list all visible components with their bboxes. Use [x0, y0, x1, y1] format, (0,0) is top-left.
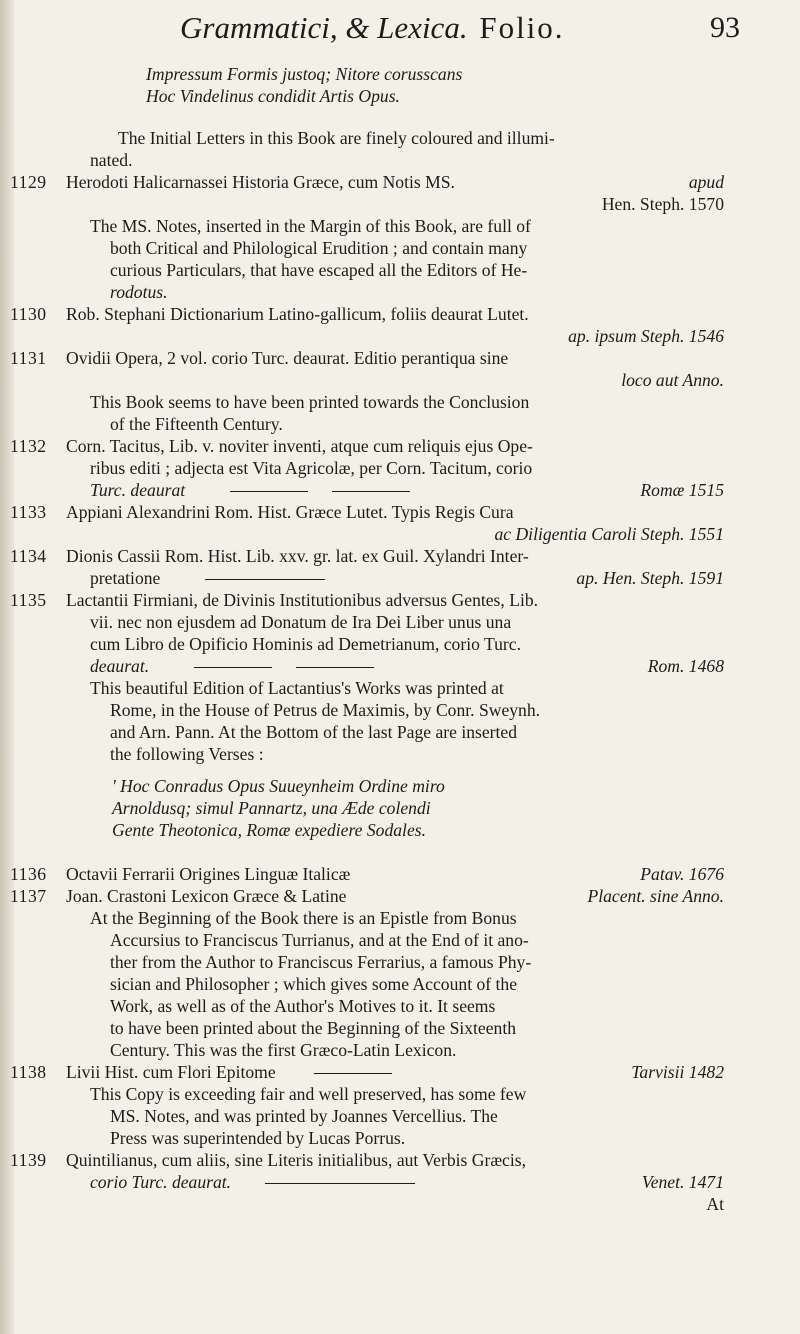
- entry-line: [90, 480, 724, 502]
- note-line: nated.: [90, 150, 133, 170]
- note-line: ther from the Author to Franciscus Ferrarius, a famous Phy-: [110, 952, 532, 972]
- entry-number: 1130: [10, 304, 47, 324]
- entry-line: [90, 656, 724, 678]
- verse-line: ' Hoc Conradus Opus Suueynheim Ordine miro: [112, 776, 445, 796]
- catchword: At: [706, 1194, 724, 1214]
- rule-dash: [205, 579, 325, 580]
- entry-number: 1134: [10, 546, 47, 566]
- note-line: At the Beginning of the Book there is an Epistle from Bonus: [90, 908, 517, 928]
- note-line: Accursius to Franciscus Turrianus, and at the End of it ano-: [110, 930, 529, 950]
- entry-text: pretatione: [90, 568, 161, 588]
- page-number: 93: [710, 11, 740, 44]
- entry-imprint: Placent. sine Anno.: [587, 886, 724, 906]
- note-line: This beautiful Edition of Lactantius's Works was printed at: [90, 678, 504, 698]
- verse-line: Gente Theotonica, Romæ expediere Sodales.: [112, 820, 426, 840]
- note-line: Press was superintended by Lucas Porrus.: [110, 1128, 406, 1148]
- note-line: of the Fifteenth Century.: [110, 414, 283, 434]
- note-line: curious Particulars, that have escaped all the Editors of He-: [110, 260, 528, 280]
- running-header: [180, 4, 740, 52]
- entry-line: Joan. Crastoni Lexicon Græce & Latine: [66, 886, 347, 906]
- entry-binding: corio Turc. deaurat.: [90, 1172, 232, 1192]
- entry-imprint: ap. ipsum Steph. 1546: [568, 326, 724, 346]
- verse-line: Arnoldusq; simul Pannartz, una Æde colendi: [112, 798, 431, 818]
- entry-binding: deaurat.: [90, 656, 150, 676]
- note-line: This Copy is exceeding fair and well preserved, has some few: [90, 1084, 527, 1104]
- entry-number: 1133: [10, 502, 47, 522]
- entry-line: [90, 1172, 724, 1194]
- entry-line: Ovidii Opera, 2 vol. corio Turc. deaurat. Editio perantiqua sine: [66, 348, 509, 368]
- rule-dash: [265, 1183, 415, 1184]
- entry-number: 1131: [10, 348, 47, 368]
- note-line: Century. This was the first Græco-Latin Lexicon.: [110, 1040, 457, 1060]
- entry-line: Dionis Cassii Rom. Hist. Lib. xxv. gr. lat. ex Guil. Xylandri Inter-: [66, 546, 529, 566]
- entry-number: 1137: [10, 886, 47, 906]
- entry-line: [66, 1062, 724, 1084]
- entry-title: Livii Hist. cum Flori Epitome: [66, 1062, 276, 1082]
- entry-line: Corn. Tacitus, Lib. v. noviter inventi, atque cum reliquis ejus Ope-: [66, 436, 533, 456]
- entry-line: Quintilianus, cum aliis, sine Literis initialibus, aut Verbis Græcis,: [66, 1150, 526, 1170]
- entry-imprint: loco aut Anno.: [621, 370, 724, 390]
- entry-imprint: Tarvisii 1482: [631, 1062, 724, 1082]
- note-line: the following Verses :: [110, 744, 264, 764]
- rule-dash: [194, 667, 272, 668]
- note-line: This Book seems to have been printed towards the Conclusion: [90, 392, 530, 412]
- header-folio: Folio.: [479, 10, 565, 45]
- entry-imprint: ap. Hen. Steph. 1591: [576, 568, 724, 588]
- entry-imprint: Romæ 1515: [640, 480, 724, 500]
- entry-number: 1136: [10, 864, 47, 884]
- note-line: both Critical and Philological Erudition ; and contain many: [110, 238, 528, 258]
- entry-number: 1129: [10, 172, 47, 192]
- entry-line: Lactantii Firmiani, de Divinis Institutionibus adversus Gentes, Lib.: [66, 590, 539, 610]
- rule-dash: [332, 491, 410, 492]
- entry-line: vii. nec non ejusdem ad Donatum de Ira Dei Liber unus una: [90, 612, 512, 632]
- entry-imprint: ac Diligentia Caroli Steph. 1551: [494, 524, 724, 544]
- verse-line: Hoc Vindelinus condidit Artis Opus.: [146, 86, 400, 106]
- rule-dash: [296, 667, 374, 668]
- rule-dash: [314, 1073, 392, 1074]
- entry-line: cum Libro de Opificio Hominis ad Demetrianum, corio Turc.: [90, 634, 521, 654]
- entry-number: 1132: [10, 436, 47, 456]
- entry-line-right: apud: [688, 172, 724, 192]
- entry-number: 1135: [10, 590, 47, 610]
- verse-line: Impressum Formis justoq; Nitore corusscans: [146, 64, 463, 84]
- rule-dash: [230, 491, 308, 492]
- note-line: rodotus.: [110, 282, 168, 302]
- entry-line: Appiani Alexandrini Rom. Hist. Græce Lutet. Typis Regis Cura: [66, 502, 514, 522]
- entry-line: Octavii Ferrarii Origines Linguæ Italicæ: [66, 864, 351, 884]
- note-line: MS. Notes, and was printed by Joannes Vercellius. The: [110, 1106, 498, 1126]
- entry-number: 1139: [10, 1150, 47, 1170]
- note-line: Rome, in the House of Petrus de Maximis, by Conr. Sweynh.: [110, 700, 541, 720]
- entry-imprint: Hen. Steph. 1570: [601, 194, 724, 214]
- entry-number: 1138: [10, 1062, 47, 1082]
- note-line: to have been printed about the Beginning of the Sixteenth: [110, 1018, 517, 1038]
- header-title: Grammatici, & Lexica.: [180, 10, 468, 45]
- note-line: The MS. Notes, inserted in the Margin of this Book, are full of: [90, 216, 531, 236]
- entry-imprint: Rom. 1468: [647, 656, 724, 676]
- note-line: and Arn. Pann. At the Bottom of the last Page are inserted: [110, 722, 518, 742]
- note-line: The Initial Letters in this Book are finely coloured and illumi-: [118, 128, 555, 148]
- entry-line: Herodoti Halicarnassei Historia Græce, cum Notis MS.: [66, 172, 455, 192]
- binding-gutter: [0, 0, 14, 1334]
- entry-line: Rob. Stephani Dictionarium Latino-gallicum, foliis deaurat Lutet.: [66, 304, 529, 324]
- entry-imprint: Venet. 1471: [641, 1172, 724, 1192]
- entry-line: ribus editi ; adjecta est Vita Agricolæ, per Corn. Tacitum, corio: [90, 458, 533, 478]
- note-line: sician and Philosopher ; which gives some Account of the: [110, 974, 518, 994]
- note-line: Work, as well as of the Author's Motives to it. It seems: [110, 996, 496, 1016]
- entry-binding: Turc. deaurat: [90, 480, 186, 500]
- entry-imprint: Patav. 1676: [640, 864, 724, 884]
